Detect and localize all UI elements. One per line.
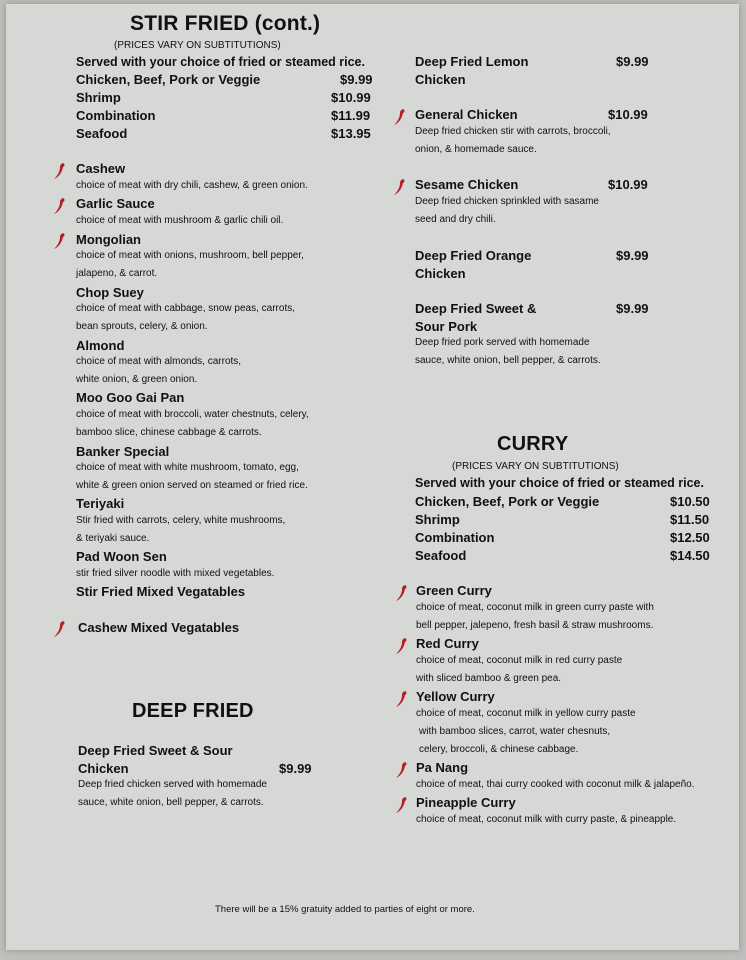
green-curry-desc-0: choice of meat, coconut milk in green curry paste with: [416, 602, 654, 613]
item-garlic-sauce-name: Garlic Sauce: [76, 196, 155, 211]
sweet-sour-pork-name-0: Deep Fried Sweet &: [415, 301, 537, 316]
curry-price-3: $14.50: [670, 548, 710, 563]
chili-pepper-icon: [53, 197, 67, 215]
item-stir-fried-mixed-vegatables-name: Stir Fried Mixed Vegatables: [76, 584, 246, 599]
gratuity-footer: There will be a 15% gratuity added to parties of eight or more.: [215, 904, 475, 915]
curry-note: (PRICES VARY ON SUBTITUTIONS): [452, 461, 619, 472]
general-chicken-desc-0: Deep fried chicken stir with carrots, broccoli,: [415, 126, 611, 137]
item-almond-desc-1: white onion, & green onion.: [76, 374, 198, 385]
item-banker-special-desc-1: white & green onion served on steamed or fried rice.: [76, 480, 308, 491]
item-teriyaki-name: Teriyaki: [76, 496, 125, 511]
chili-pepper-icon: [395, 761, 409, 779]
deep-fried-title: DEEP FRIED: [132, 700, 254, 722]
lemon-chicken-name-1: Chicken: [415, 72, 466, 87]
stir-fried-served: Served with your choice of fried or steamed rice.: [76, 55, 365, 69]
stir-price-1: $10.99: [331, 90, 371, 105]
curry-price-1: $11.50: [670, 512, 710, 527]
stir-price-3: $13.95: [331, 126, 371, 141]
deep-fried-sweet-sour-chicken-desc-1: sauce, white onion, bell pepper, & carrots.: [78, 797, 264, 808]
sesame-chicken-desc-0: Deep fried chicken sprinkled with sasame: [415, 196, 599, 207]
stir-price-label-1: Shrimp: [76, 90, 121, 105]
pineapple-curry-desc: choice of meat, coconut milk with curry paste, & pineapple.: [416, 814, 677, 825]
item-almond-desc-0: choice of meat with almonds, carrots,: [76, 356, 242, 367]
curry-price-label-1: Shrimp: [415, 512, 460, 527]
item-chop-suey-name: Chop Suey: [76, 285, 144, 300]
item-moo-goo-gai-pan-desc-0: choice of meat with broccoli, water chestnuts, celery,: [76, 409, 309, 420]
chili-pepper-icon: [393, 178, 407, 196]
red-curry-desc-1: with sliced bamboo & green pea.: [416, 673, 562, 684]
red-curry-desc-0: choice of meat, coconut milk in red curry paste: [416, 655, 623, 666]
curry-price-2: $12.50: [670, 530, 710, 545]
item-almond-name: Almond: [76, 338, 125, 353]
chili-pepper-icon: [395, 796, 409, 814]
item-chop-suey-desc-1: bean sprouts, celery, & onion.: [76, 321, 208, 332]
item-teriyaki-desc-0: Stir fried with carrots, celery, white mushrooms,: [76, 515, 286, 526]
yellow-curry-desc-0: choice of meat, coconut milk in yellow curry paste: [416, 708, 636, 719]
curry-price-0: $10.50: [670, 494, 710, 509]
item-cashew-desc: choice of meat with dry chili, cashew, & green onion.: [76, 180, 308, 191]
orange-chicken-name-0: Deep Fried Orange: [415, 248, 532, 263]
curry-price-label-3: Seafood: [415, 548, 467, 563]
item-banker-special-name: Banker Special: [76, 444, 170, 459]
sesame-chicken-desc-1: seed and dry chili.: [415, 214, 496, 225]
item-cashew-name: Cashew: [76, 161, 126, 176]
item-chop-suey-desc-0: choice of meat with cabbage, snow peas, carrots,: [76, 303, 296, 314]
chili-pepper-icon: [53, 162, 67, 180]
stir-price-0: $9.99: [340, 72, 373, 87]
chili-pepper-icon: [53, 232, 67, 250]
sesame-chicken-name: Sesame Chicken: [415, 177, 519, 192]
stir-fried-note: (PRICES VARY ON SUBTITUTIONS): [114, 40, 281, 51]
pa-nang-desc: choice of meat, thai curry cooked with coconut milk & jalapeño.: [416, 779, 695, 790]
stir-fried-title: STIR FRIED (cont.): [130, 12, 321, 35]
deep-fried-sweet-sour-chicken-desc-0: Deep fried chicken served with homemade: [78, 779, 267, 790]
item-mongolian-desc-1: jalapeno, & carrot.: [76, 268, 158, 279]
general-chicken-name: General Chicken: [415, 107, 518, 122]
item-pad-woon-sen-name: Pad Woon Sen: [76, 549, 167, 564]
curry-price-label-0: Chicken, Beef, Pork or Veggie: [415, 494, 600, 509]
stir-price-label-2: Combination: [76, 108, 156, 123]
deep-fried-sweet-sour-chicken-price: $9.99: [279, 761, 312, 776]
item-moo-goo-gai-pan-name: Moo Goo Gai Pan: [76, 390, 185, 405]
general-chicken-desc-1: onion, & homemade sauce.: [415, 144, 537, 155]
sesame-chicken-price: $10.99: [608, 177, 648, 192]
lemon-chicken-name-0: Deep Fried Lemon: [415, 54, 529, 69]
green-curry-desc-1: bell pepper, jalepeno, fresh basil & straw mushrooms.: [416, 620, 654, 631]
pineapple-curry-name: Pineapple Curry: [416, 795, 516, 810]
curry-price-label-2: Combination: [415, 530, 495, 545]
item-teriyaki-desc-1: & teriyaki sauce.: [76, 533, 150, 544]
sweet-sour-pork-desc-1: sauce, white onion, bell pepper, & carrots.: [415, 355, 601, 366]
sweet-sour-pork-name-1: Sour Pork: [415, 319, 478, 334]
yellow-curry-desc-1: with bamboo slices, carrot, water chesnuts,: [419, 726, 611, 737]
curry-title: CURRY: [497, 433, 569, 455]
sweet-sour-pork-desc-0: Deep fried pork served with homemade: [415, 337, 590, 348]
pa-nang-name: Pa Nang: [416, 760, 469, 775]
chili-pepper-icon: [393, 108, 407, 126]
deep-fried-sweet-sour-chicken-name-1: Chicken: [78, 761, 129, 776]
general-chicken-price: $10.99: [608, 107, 648, 122]
item-moo-goo-gai-pan-desc-1: bamboo slice, chinese cabbage & carrots.: [76, 427, 262, 438]
lemon-chicken-price: $9.99: [616, 54, 649, 69]
orange-chicken-name-1: Chicken: [415, 266, 466, 281]
chili-pepper-icon: [395, 690, 409, 708]
item-mongolian-name: Mongolian: [76, 232, 141, 247]
stir-price-label-0: Chicken, Beef, Pork or Veggie: [76, 72, 261, 87]
red-curry-name: Red Curry: [416, 636, 479, 651]
chili-pepper-icon: [53, 620, 67, 638]
item-banker-special-desc-0: choice of meat with white mushroom, tomato, egg,: [76, 462, 299, 473]
chili-pepper-icon: [395, 637, 409, 655]
yellow-curry-name: Yellow Curry: [416, 689, 495, 704]
curry-served: Served with your choice of fried or steamed rice.: [415, 476, 704, 490]
menu-page: [6, 4, 739, 950]
item-cashew-mixed-vegatables-name: Cashew Mixed Vegatables: [78, 620, 240, 635]
item-garlic-sauce-desc: choice of meat with mushroom & garlic chili oil.: [76, 215, 284, 226]
green-curry-name: Green Curry: [416, 583, 492, 598]
yellow-curry-desc-2: celery, broccoli, & chinese cabbage.: [419, 744, 579, 755]
chili-pepper-icon: [395, 584, 409, 602]
stir-price-label-3: Seafood: [76, 126, 128, 141]
item-mongolian-desc-0: choice of meat with onions, mushroom, bell pepper,: [76, 250, 304, 261]
item-pad-woon-sen-desc: stir fried silver noodle with mixed vegetables.: [76, 568, 275, 579]
stir-price-2: $11.99: [331, 108, 371, 123]
sweet-sour-pork-price: $9.99: [616, 301, 649, 316]
orange-chicken-price: $9.99: [616, 248, 649, 263]
deep-fried-sweet-sour-chicken-name-0: Deep Fried Sweet & Sour: [78, 743, 233, 758]
